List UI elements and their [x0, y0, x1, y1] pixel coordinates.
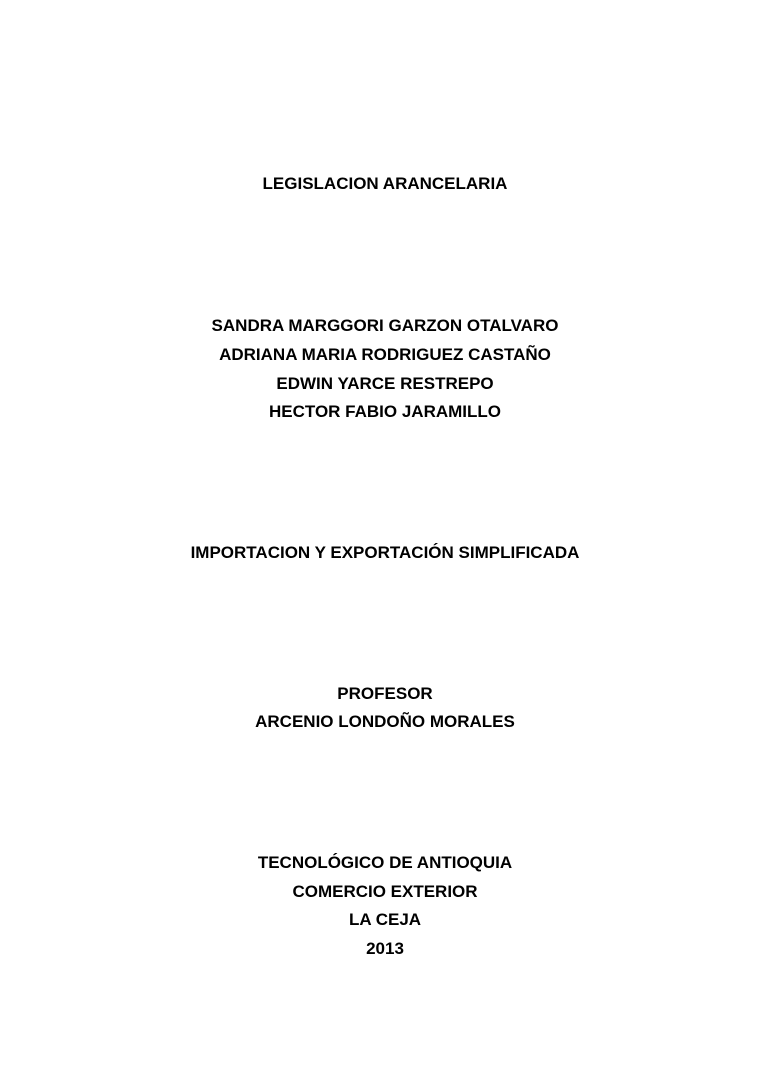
professor-label: PROFESOR — [337, 684, 433, 703]
author-name: ADRIANA MARIA RODRIGUEZ CASTAÑO — [219, 345, 551, 364]
professor-name: ARCENIO LONDOÑO MORALES — [255, 712, 515, 731]
work-title: IMPORTACION Y EXPORTACIÓN SIMPLIFICADA — [190, 543, 580, 562]
program-name: COMERCIO EXTERIOR — [292, 882, 478, 901]
year: 2013 — [366, 939, 404, 958]
author-name: SANDRA MARGGORI GARZON OTALVARO — [211, 316, 559, 335]
city-name: LA CEJA — [348, 910, 422, 929]
author-name: EDWIN YARCE RESTREPO — [276, 374, 494, 393]
course-title: LEGISLACION ARANCELARIA — [262, 174, 508, 193]
institution-name: TECNOLÓGICO DE ANTIOQUIA — [257, 853, 513, 872]
author-name: HECTOR FABIO JARAMILLO — [268, 402, 502, 421]
